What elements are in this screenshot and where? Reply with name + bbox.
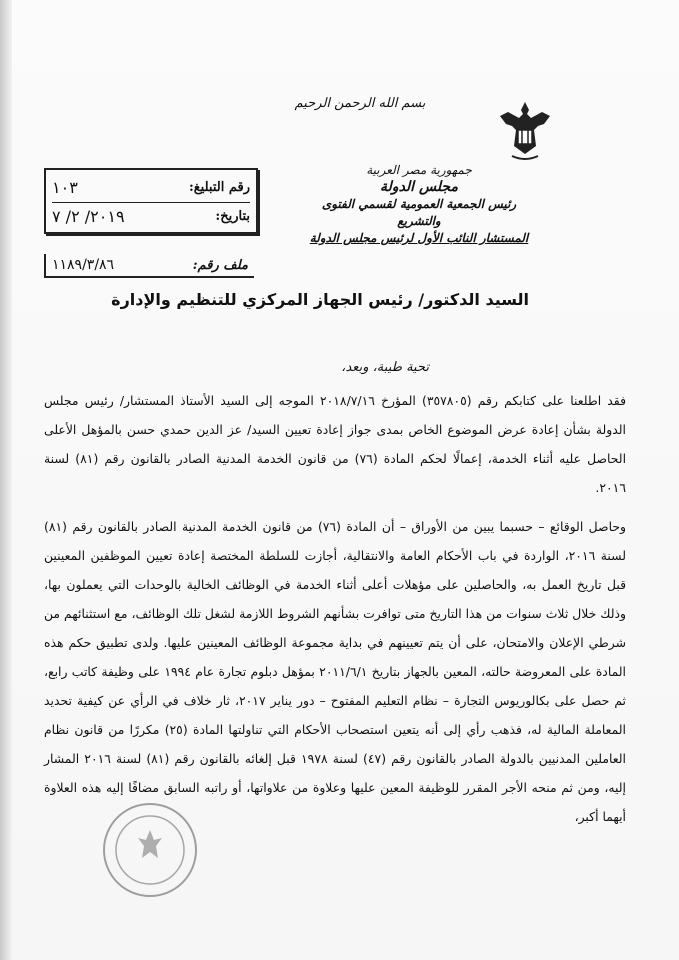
recipient-line: السيد الدكتور/ رئيس الجهاز المركزي للتنظيم والإدارة <box>111 290 529 309</box>
body-paragraph: وحاصل الوقائع – حسبما يبين من الأوراق – أن المادة (٧٦) من قانون الخدمة المدنية الصادر بالقانون رقم (٨١) لسنة ٢٠١٦، الواردة في باب الأحكام العامة والانتقالية، أجازت للسلطة المختصة إعادة تعيين الموظفين المعينين قبل تاريخ العمل به، والحاصلين على مؤهلات أعلى أثناء الخدمة في الوظائف الخالية بالوحدات التي يعملون بها، وذلك خلال ثلاث سنوات من هذا التاريخ متى توافرت بشأنهم الشروط اللازمة لشغل تلك الوظائف، مع استثنائهم من شرطي الإعلان والامتحان، على أن يتم تعيينهم في بداية مجموعة الوظائف المعينين عليها. ولدى تطبيق حكم هذه المادة على المعروضة حالته، المعين بالجهاز بتاريخ ٢٠١١/٦/١ بمؤهل دبلوم تجارة عام ١٩٩٤ على وظيفة كاتب رابع، ثم حصل على بكالوريوس التجارة – نظام التعليم المفتوح – دور يناير ٢٠١٧، ثار خلاف في الرأي عن كيفية تحديد المعاملة المالية له، فذهب رأي إلى أنه يتعين استصحاب الأحكام التي تناولتها المادة (٢٥) مكررًا من قانون نظام العاملين المدنيين بالدولة الصادر بالقانون رقم (٤٧) لسنة ١٩٧٨ قبل إلغائه بالقانون رقم (٨١) لسنة ٢٠١٦ المشار إليه، ومن ثم منحه الأجر المقرر للوظيفة المعين عليها وعلاوة من علاواتها، أو راتبه السابق مضافًا إليه هذه العلاوة أيهما أكبر، <box>44 519 627 824</box>
notification-date-value: ٢٠١٩/ ٢/ ٧ <box>52 206 125 226</box>
council-name: مجلس الدولة <box>380 179 458 195</box>
eagle-emblem-icon <box>498 100 552 162</box>
page-edge-shadow <box>0 0 12 960</box>
notification-number-value: ١٠٣ <box>52 177 78 197</box>
body-paragraph: فقد اطلعنا على كتابكم رقم (٣٥٧٨٠٥) المؤرخ ٢٠١٨/٧/١٦ الموجه إلى السيد الأستاذ المستشار/ رئيس مجلس الدولة بشأن إعادة عرض الموضوع الخاص بمدى جواز إعادة تعيين السيد/ عز الدين حمدي حسن بالمؤهل الأعلى الحاصل عليه أثناء الخدمة، إعمالًا لحكم المادة (٧٦) من قانون الخدمة المدنية الصادر بالقانون رقم (٨١) لسنة ٢٠١٦. <box>44 393 627 495</box>
basmala: بسم الله الرحمن الرحيم <box>294 96 426 111</box>
greeting: تحية طيبة، وبعد، <box>341 360 429 375</box>
file-number-box <box>44 254 254 278</box>
assembly-title: رئيس الجمعية العمومية لقسمي الفتوى والتشريع <box>321 197 517 228</box>
issuer-header <box>299 162 539 247</box>
letter-body <box>44 386 626 841</box>
counselor-title: المستشار النائب الأول لرئيس مجلس الدولة <box>309 231 529 245</box>
notification-date-label: بتاريخ: <box>215 208 250 224</box>
council-seal-stamp <box>100 800 200 900</box>
file-number-label: ملف رقم: <box>192 257 248 273</box>
notification-number-label: رقم التبليغ: <box>188 179 250 195</box>
republic-name: جمهورية مصر العربية <box>366 163 472 177</box>
notification-number-row <box>52 174 250 200</box>
file-number-value: ١١٨٩/٣/٨٦ <box>52 257 115 273</box>
notification-box <box>44 168 258 234</box>
notification-date-row <box>52 202 250 229</box>
